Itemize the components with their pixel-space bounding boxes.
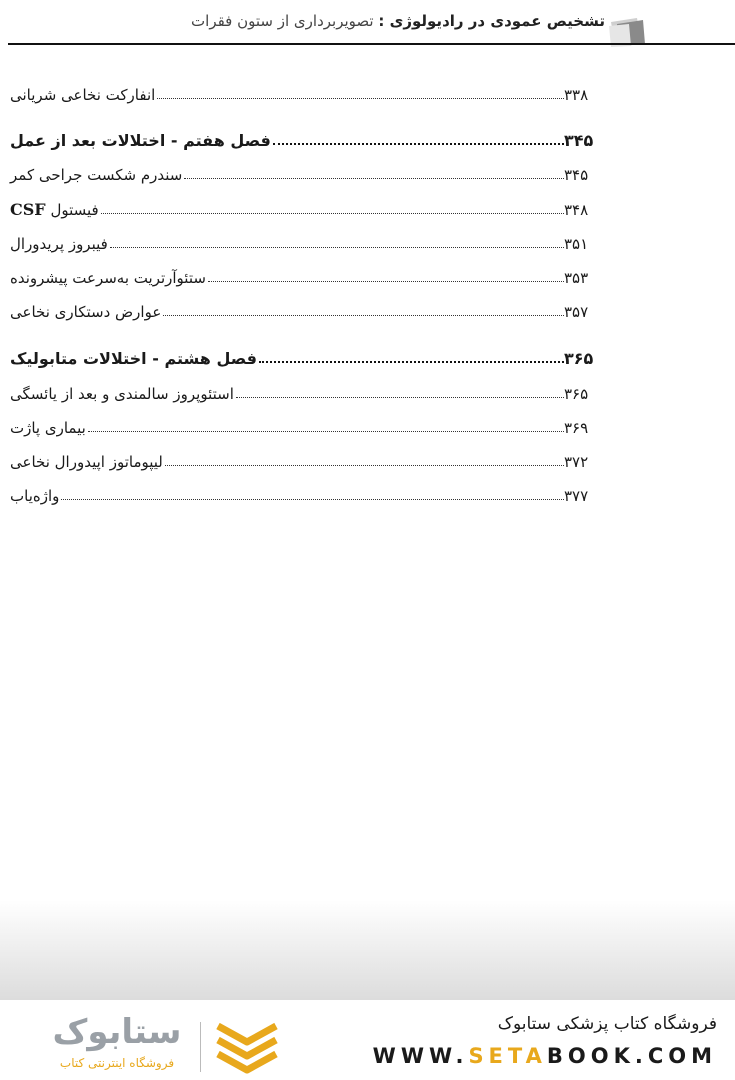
toc-entry-title: فصل هفتم - اختلالات بعد از عمل — [10, 131, 271, 150]
running-head — [191, 12, 605, 30]
url-part: WWW. — [372, 1044, 469, 1068]
leader-dots — [208, 281, 564, 282]
leader-dots — [184, 178, 564, 179]
toc-entry-page: ۳۳۸ — [564, 86, 589, 104]
toc-entry — [8, 379, 608, 403]
toc-entry-title: انفارکت نخاعی شریانی — [10, 86, 156, 104]
toc-entry-title: عوارض دستکاری نخاعی — [10, 303, 162, 321]
toc-entry-page: ۳۷۲ — [564, 453, 589, 471]
brand-divider — [200, 1022, 201, 1072]
toc-entry — [8, 229, 608, 253]
brand-tagline: فروشگاه اینترنتی کتاب — [59, 1056, 175, 1070]
url-part: B — [546, 1044, 568, 1068]
running-head-sub: تصویربرداری از ستون فقرات — [191, 12, 374, 30]
toc-entry — [8, 481, 608, 505]
toc-entry-page: ۳۵۱ — [564, 235, 589, 253]
toc-entry-page: ۳۴۸ — [564, 201, 589, 219]
store-url[interactable] — [373, 1044, 717, 1068]
footer-shadow — [0, 900, 735, 1000]
toc-entry — [8, 80, 608, 104]
toc-entry-page: ۳۴۵ — [564, 131, 594, 150]
leader-dots — [259, 361, 564, 363]
page-header — [0, 0, 735, 48]
toc-entry — [8, 297, 608, 321]
toc-chapter-heading — [8, 126, 608, 150]
toc-entry-page: ۳۴۵ — [564, 166, 589, 184]
toc-entry-page: ۳۶۵ — [564, 349, 594, 368]
toc-entry-page: ۳۷۷ — [564, 487, 589, 505]
toc-entry-page: ۳۶۵ — [564, 385, 589, 403]
toc-entry — [8, 160, 608, 184]
store-footer — [0, 1000, 735, 1080]
leader-dots — [163, 315, 564, 316]
toc-entry-title: بیماری پاژت — [10, 419, 86, 437]
toc-entry — [8, 263, 608, 287]
leader-dots — [88, 431, 564, 432]
toc-entry-title: فصل هشتم - اختلالات متابولیک — [10, 349, 257, 368]
leader-dots — [273, 143, 564, 145]
toc-entry-page: ۳۶۹ — [564, 419, 589, 437]
leader-dots — [157, 98, 564, 99]
leader-dots — [101, 213, 564, 214]
leader-dots — [110, 247, 564, 248]
toc-entry — [8, 447, 608, 471]
toc-entry-page: ۳۵۷ — [564, 303, 589, 321]
url-part-accent: SETA — [468, 1044, 547, 1068]
toc-entry-title: ستئوآرتریت به‌سرعت پیشرونده — [10, 269, 206, 287]
toc-entry-page: ۳۵۳ — [564, 269, 589, 287]
url-part: OOK.COM — [567, 1044, 717, 1068]
toc-chapter-heading — [8, 344, 608, 368]
toc-entry-title-text: فیستول — [50, 201, 99, 219]
toc-entry-title: واژه‌یاب — [10, 487, 60, 505]
store-name: فروشگاه کتاب پزشکی ستابوک — [497, 1014, 717, 1034]
leader-dots — [165, 465, 564, 466]
leader-dots — [61, 499, 564, 500]
toc-entry-title — [8, 200, 99, 219]
header-rule — [8, 43, 735, 45]
toc-entry-title: فیبروز پریدورال — [10, 235, 108, 253]
chevron-stack-logo-icon — [212, 1020, 282, 1076]
toc-entry-title-latin: CSF — [10, 200, 46, 219]
running-head-main: تشخیص عمودی در رادیولوژی : — [378, 12, 605, 30]
toc-entry — [8, 413, 608, 437]
brand-name: ستابوک — [52, 1012, 182, 1052]
toc-entry — [8, 195, 608, 219]
toc-entry-title: سندرم شکست جراحی کمر — [10, 166, 183, 184]
toc-entry-title: استئوپروز سالمندی و بعد از یائسگی — [10, 385, 234, 403]
toc-entry-title: لیپوماتوز اپیدورال نخاعی — [10, 453, 163, 471]
leader-dots — [236, 397, 564, 398]
